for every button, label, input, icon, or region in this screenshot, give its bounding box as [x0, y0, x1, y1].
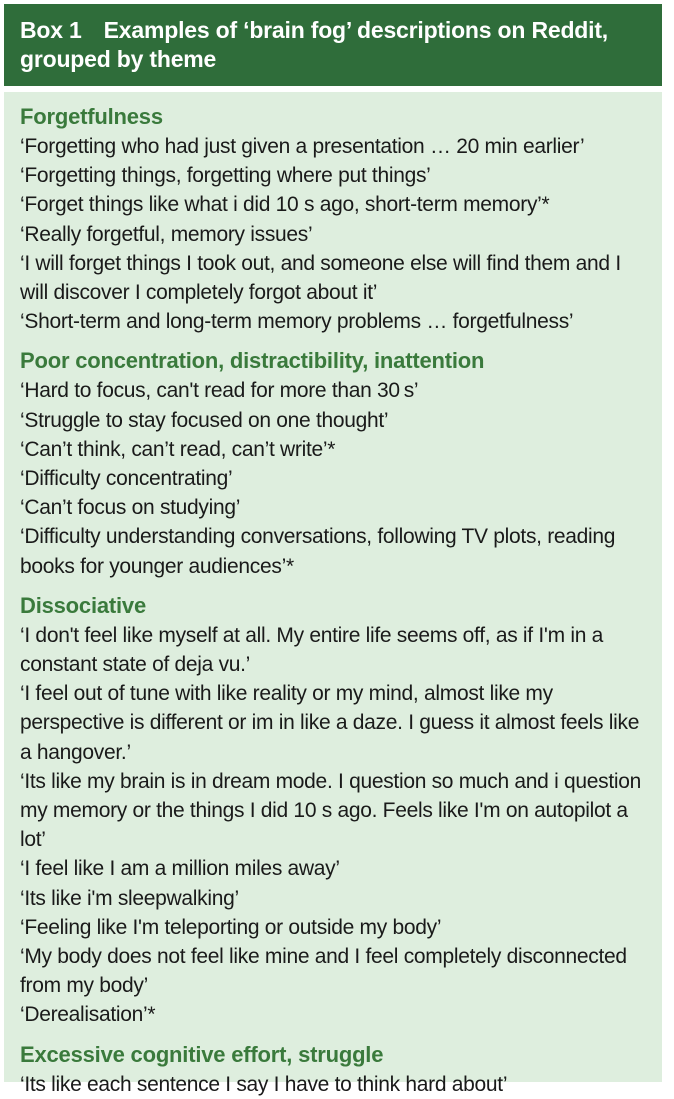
section-title: Dissociative: [20, 592, 147, 618]
quote: ‘Struggle to stay focused on one thought’: [20, 408, 389, 432]
quote: ‘Its like i'm sleepwalking’: [20, 886, 239, 910]
quote: ‘Short-term and long-term memory problems … forgetfulness’: [20, 310, 574, 334]
quote: ‘Forget things like what i did 10 s ago, short-term memory’*: [20, 193, 550, 217]
section-dissociative: [20, 591, 646, 1030]
section-excessive-effort: [20, 1040, 646, 1099]
quote: ‘I feel out of tune with like reality or my mind, almost like my perspective is different or im in like a daze. I guess it almost feels like a hangover.’: [20, 682, 640, 764]
quote: ‘Difficulty understanding conversations, following TV plots, reading books for younger audiences’*: [20, 525, 616, 578]
box-1: [4, 4, 662, 1096]
section-poor-concentration: [20, 346, 646, 580]
quote: ‘I feel like I am a million miles away’: [20, 857, 340, 881]
quote: ‘Derealisation’*: [20, 1003, 156, 1027]
section-title: Excessive cognitive effort, struggle: [20, 1041, 384, 1067]
box-header: [4, 4, 662, 86]
box-label: Box 1: [20, 17, 82, 43]
box-title: Examples of ‘brain fog’ descriptions on Reddit, grouped by theme: [20, 17, 608, 72]
quote: ‘I will forget things I took out, and someone else will find them and I will discover I completely forgot about it’: [20, 251, 621, 305]
quote: ‘My body does not feel like mine and I feel completely disconnected from my body’: [20, 945, 627, 998]
quote: ‘Forgetting who had just given a presentation … 20 min earlier’: [20, 135, 585, 158]
quote: ‘Can’t think, can’t read, can’t write’*: [20, 437, 336, 461]
quote: ‘Feeling like I'm teleporting or outside my body’: [20, 915, 442, 939]
quote: ‘Its like my brain is in dream mode. I question so much and i question my memory or the things I did 10 s ago. Feels like I'm on autopilot a lot’: [20, 769, 641, 852]
quote: ‘Hard to focus, can't read for more than 30 s’: [20, 379, 419, 403]
quote: ‘Really forgetful, memory issues’: [20, 222, 313, 246]
quote: ‘Its like each sentence I say I have to think hard about’: [20, 1072, 508, 1096]
quote: ‘Can’t focus on studying’: [20, 496, 241, 520]
section-forgetfulness: [20, 102, 646, 336]
box-body: [4, 92, 662, 1096]
section-title: Forgetfulness: [20, 104, 163, 129]
section-title: Poor concentration, distractibility, inattention: [20, 348, 485, 374]
quote: ‘Difficulty concentrating’: [20, 467, 233, 491]
quote: ‘Forgetting things, forgetting where put things’: [20, 164, 431, 188]
quote: ‘I don't feel like myself at all. My entire life seems off, as if I'm in a constant state of deja vu.’: [20, 623, 603, 677]
